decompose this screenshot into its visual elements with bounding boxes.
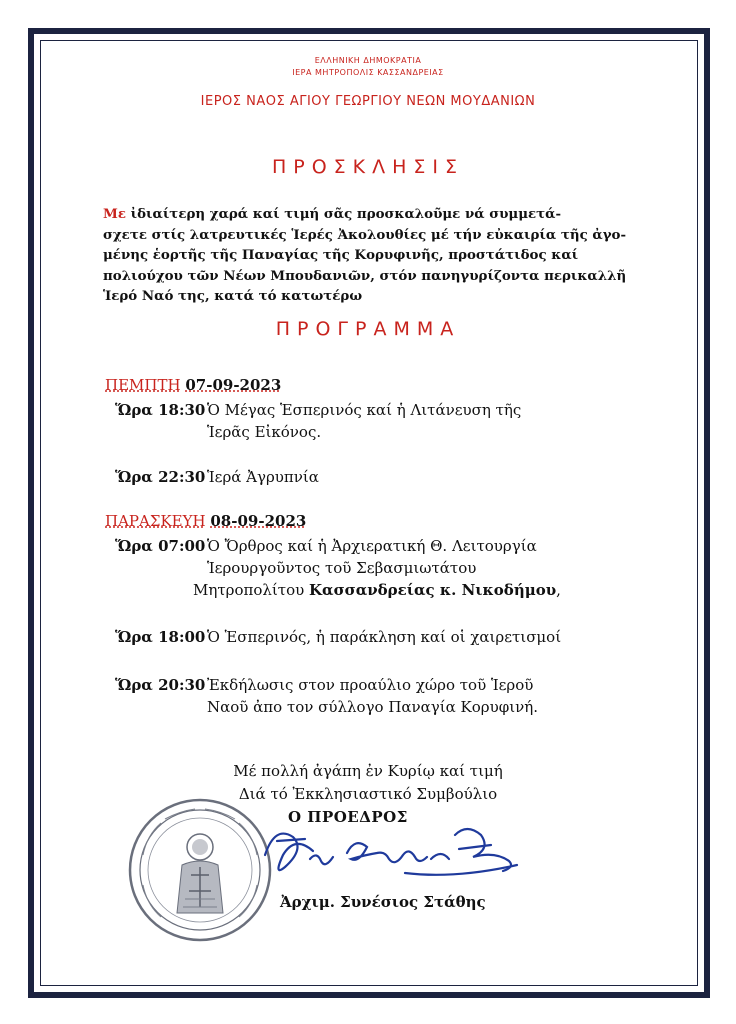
day-heading-friday <box>105 512 306 530</box>
event-description: Ὁ Ὄρθρος καί ἡ Ἀρχιερατική Θ. Λειτουργία Ἱερουργοῦντος τοῦ Σεβασμιωτάτου Μητροπολίτου Κασσανδρείας κ. Νικοδήμου, <box>193 537 561 599</box>
event-description: Ἐκδήλωσις στον προαύλιο χώρο τοῦ Ἱεροῦ Ναοῦ ἀπο τον σύλλογο Παναγία Κορυφινή. <box>207 676 538 716</box>
event-row <box>115 466 319 488</box>
closing-line-2: Διά τό Ἐκκλησιαστικό Συμβούλιο <box>238 785 498 803</box>
event-description: Ὁ Ἑσπερινός, ἡ παράκληση καί οἱ χαιρετισμοί <box>207 628 562 646</box>
program-title: ΠΡΟΓΡΑΜΜΑ <box>275 318 461 340</box>
intro-line-4: πολιούχου τῶν Νέων Μπουδανιῶν, στόν πανηγυρίζοντα περικαλλῆ <box>103 267 627 284</box>
event-row <box>115 535 561 601</box>
intro-line-1 <box>103 204 651 225</box>
day-heading-thursday <box>105 376 281 394</box>
intro-paragraph <box>103 204 651 307</box>
intro-line-1-text: ἰδιαίτερη χαρά καί τιμή σᾶς προσκαλοῦμε νά συμμετά- <box>125 206 562 222</box>
day-name: ΠΑΡΑΣΚΕΥΗ <box>105 512 206 530</box>
event-time: Ὥρα 22:30 <box>115 468 206 486</box>
invitation-title: ΠΡΟΣΚΛΗΣΙΣ <box>271 156 465 178</box>
intro-line-3: μένης ἑορτῆς τῆς Παναγίας τῆς Κορυφινῆς, προστάτιδος καί <box>103 247 579 263</box>
day-name: ΠΕΜΠΤΗ <box>105 376 181 394</box>
event-row <box>115 399 521 443</box>
header-line-1: ΕΛΛΗΝΙΚΗ ΔΗΜΟΚΡΑΤΙΑ <box>314 56 422 65</box>
event-row <box>115 626 561 648</box>
intro-first-word: Με <box>103 206 126 222</box>
header-line-2: ΙΕΡΑ ΜΗΤΡΟΠΟΛΙΣ ΚΑΣΣΑΝΔΡΕΙΑΣ <box>292 68 444 77</box>
event-time: Ὥρα 18:00 <box>115 628 206 646</box>
church-name: ΙΕΡΟΣ ΝΑΟΣ ΑΓΙΟΥ ΓΕΩΡΓΙΟΥ ΝΕΩΝ ΜΟΥΔΑΝΙΩΝ <box>200 94 536 109</box>
signer-name: Ἀρχιμ. Συνέσιος Στάθης <box>280 893 486 911</box>
event-row <box>115 674 538 718</box>
event-time: Ὥρα 07:00 <box>115 537 206 555</box>
event-time: Ὥρα 20:30 <box>115 676 206 694</box>
event-time: Ὥρα 18:30 <box>115 401 206 419</box>
president-title: Ο ΠΡΟΕΔΡΟΣ <box>288 808 408 826</box>
closing-line-1: Μέ πολλή ἀγάπη ἐν Κυρίῳ καί τιμή <box>233 762 503 780</box>
church-seal-icon <box>125 795 275 945</box>
event-description: Ἱερά Ἀγρυπνία <box>207 468 319 486</box>
intro-line-2: σχετε στίς λατρευτικές Ἱερές Ἀκολουθίες μέ τήν εὐκαιρία τῆς ἀγο- <box>103 226 627 243</box>
signature-icon <box>255 815 525 905</box>
event-description: Ὁ Μέγας Ἑσπερινός καί ἡ Λιτάνευση τῆς Ἱερᾶς Εἰκόνος. <box>207 401 522 441</box>
day-date: 08-09-2023 <box>210 512 307 530</box>
intro-line-5: Ἱερό Ναό της, κατά τό κατωτέρω <box>103 288 363 304</box>
day-date: 07-09-2023 <box>185 376 282 394</box>
